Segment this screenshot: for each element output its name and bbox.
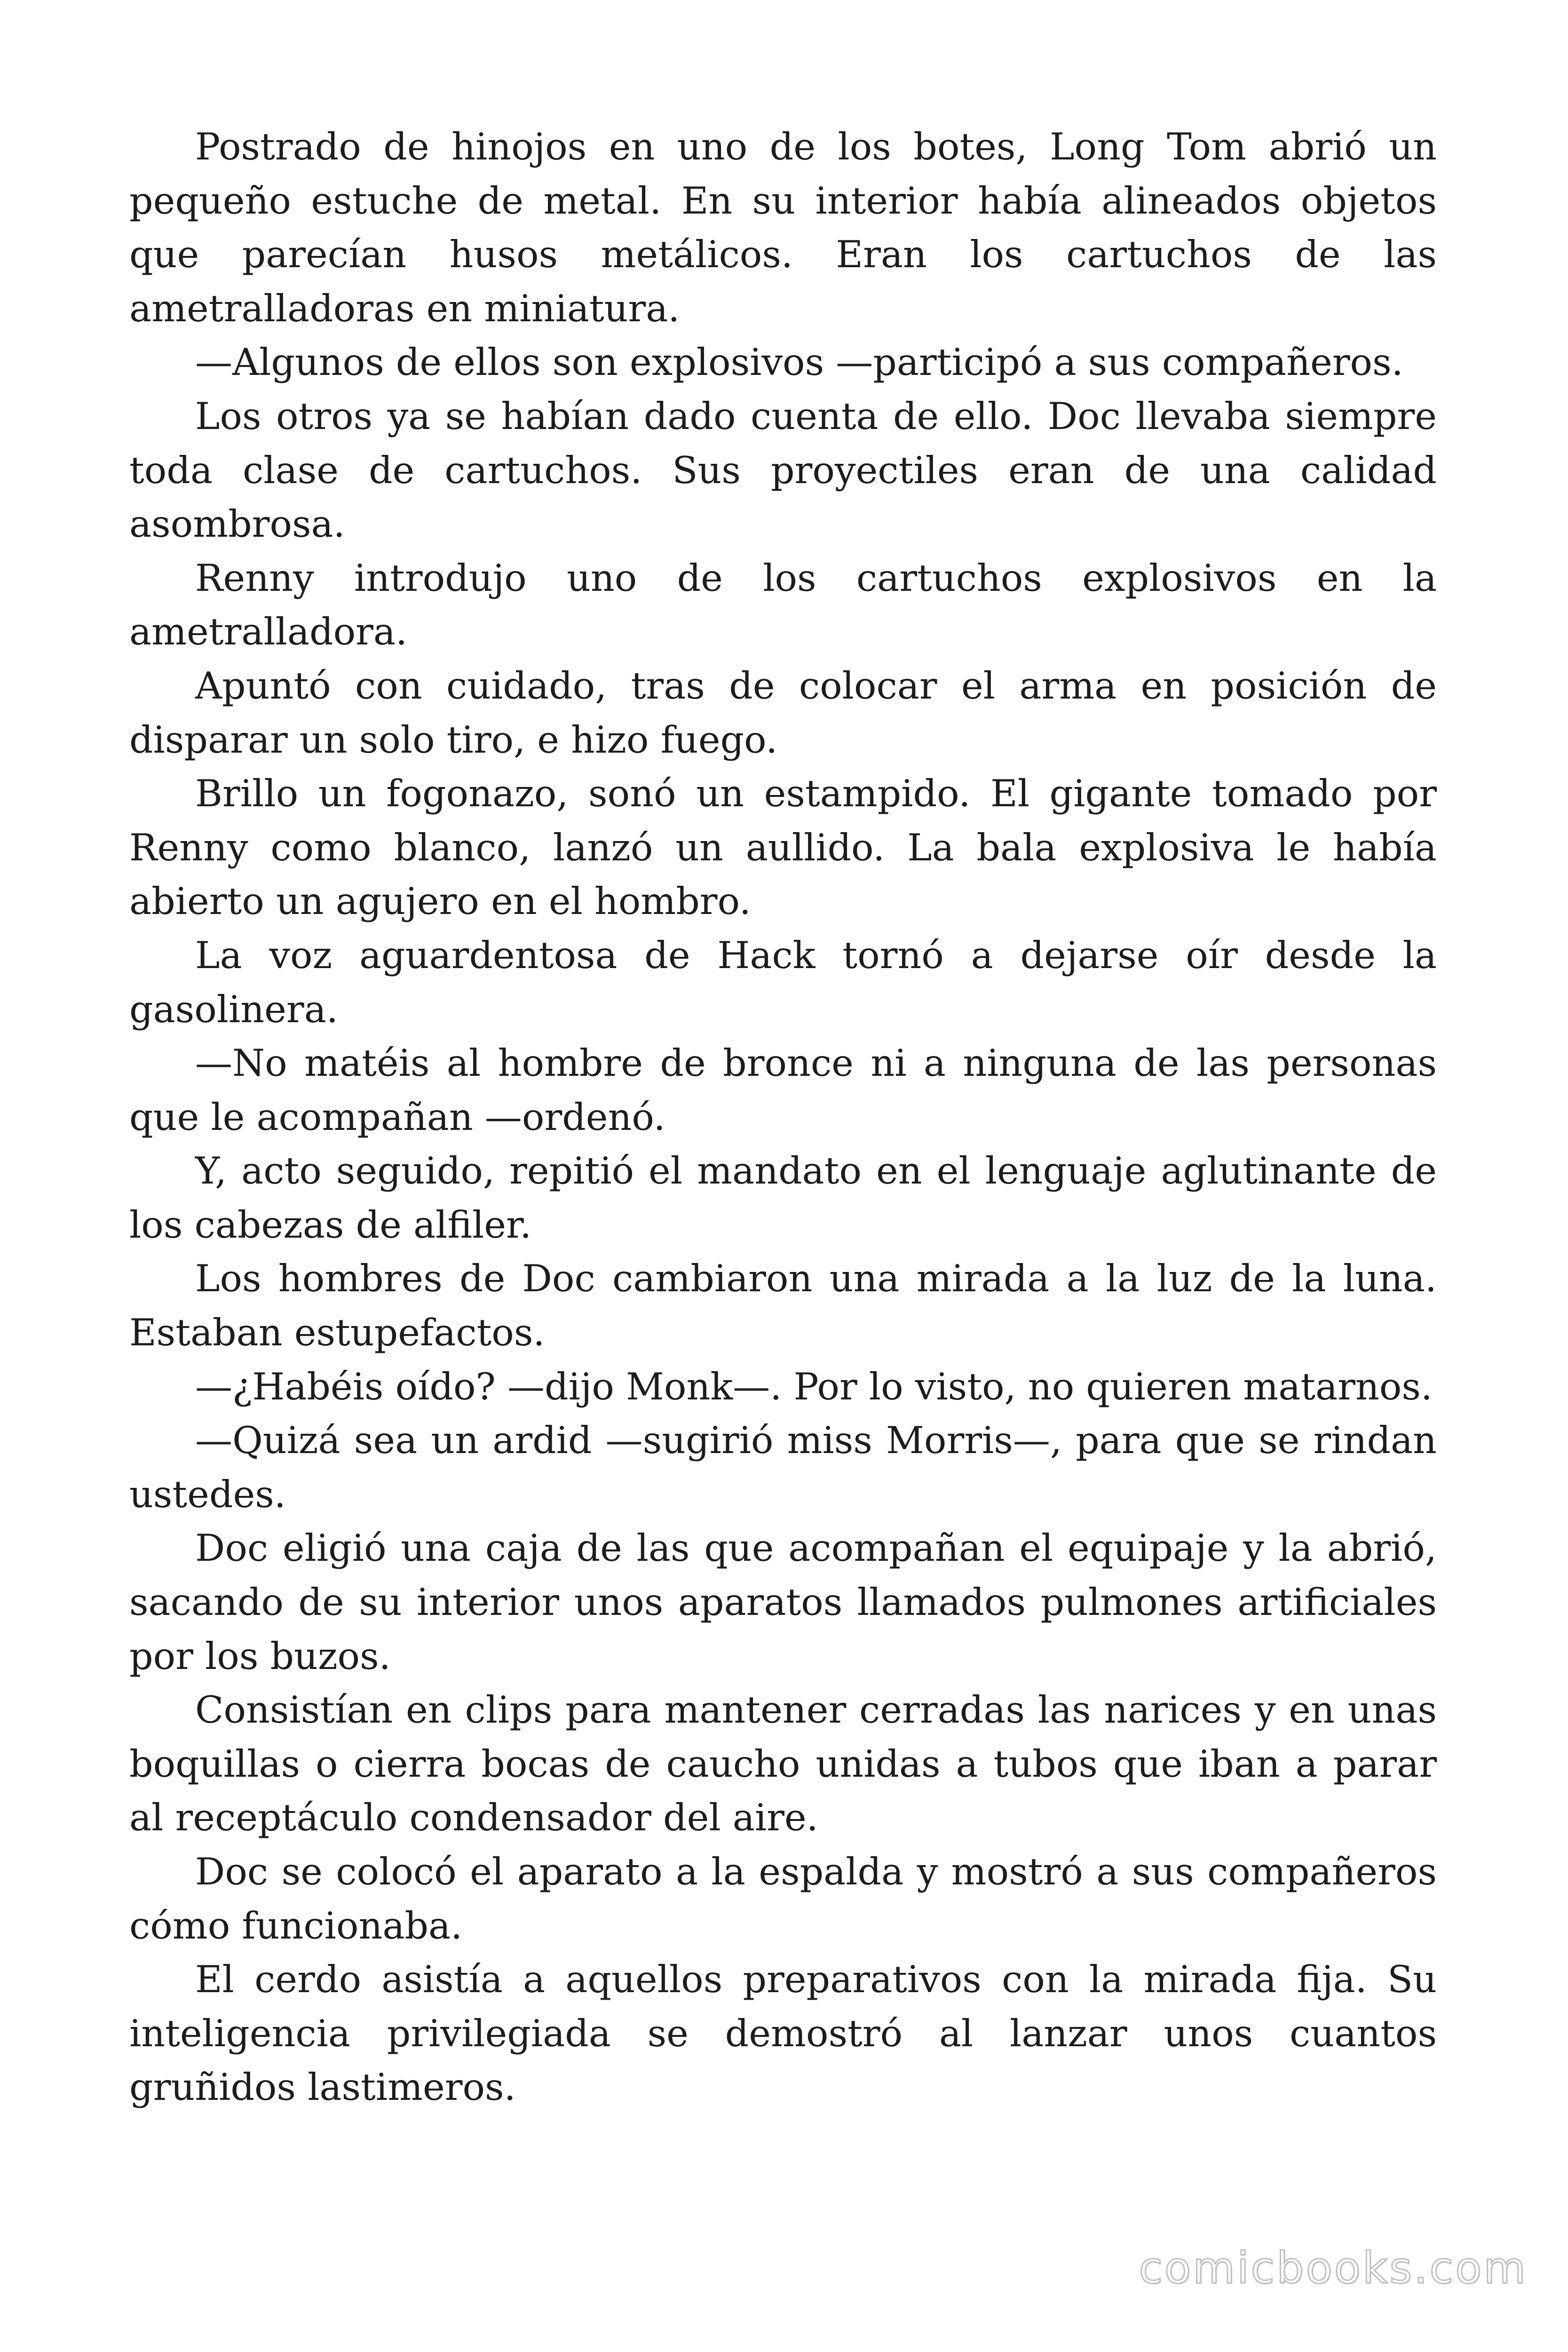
paragraph: —¿Habéis oído? —dijo Monk—. Por lo visto, no quieren matarnos. — [195, 1365, 1433, 1408]
paragraph: El cerdo asistía a aquellos preparativos con la mirada fija. Su inteligencia privilegiada se demostró al lanzar unos cuantos gruñidos lastimeros. — [129, 1958, 1437, 2109]
paragraph: Brillo un fogonazo, sonó un estampido. El gigante tomado por Renny como blanco, lanzó un aullido. La bala explosiva le había abierto un agujero en el hombro. — [129, 772, 1437, 923]
watermark: comicbooks.com — [1139, 2243, 1528, 2293]
paragraph: Consistían en clips para mantener cerradas las narices y en unas boquillas o cierra bocas de caucho unidas a tubos que iban a parar al receptáculo condensador del aire. — [129, 1688, 1437, 1840]
body-text — [129, 120, 1437, 2114]
paragraph: Doc eligió una caja de las que acompañan el equipaje y la abrió, sacando de su interior unos aparatos llamados pulmones artificiales por los buzos. — [129, 1526, 1437, 1678]
paragraph: Los hombres de Doc cambiaron una mirada a la luz de la luna. Estaban estupefactos. — [129, 1257, 1437, 1355]
paragraph: La voz aguardentosa de Hack tornó a dejarse oír desde la gasolinera. — [129, 933, 1437, 1031]
paragraph: —Quizá sea un ardid —sugirió miss Morris—, para que se rindan ustedes. — [129, 1419, 1437, 1516]
paragraph: Renny introdujo uno de los cartuchos explosivos en la ametralladora. — [129, 556, 1437, 654]
paragraph: Postrado de hinojos en uno de los botes, Long Tom abrió un pequeño estuche de metal. En su interior había alineados objetos que parecían husos metálicos. Eran los cartuchos de las ametralladoras en miniatura. — [129, 125, 1437, 330]
paragraph: Y, acto seguido, repitió el mandato en el lenguaje aglutinante de los cabezas de alfiler. — [129, 1149, 1437, 1247]
paragraph: Los otros ya se habían dado cuenta de ello. Doc llevaba siempre toda clase de cartuchos. Sus proyectiles eran de una calidad asombrosa. — [129, 394, 1437, 546]
paragraph: Apuntó con cuidado, tras de colocar el arma en posición de disparar un solo tiro, e hizo fuego. — [129, 664, 1437, 762]
paragraph: —Algunos de ellos son explosivos —participó a sus compañeros. — [195, 341, 1403, 384]
paragraph: —No matéis al hombre de bronce ni a ninguna de las personas que le acompañan —ordenó. — [129, 1041, 1437, 1139]
paragraph: Doc se colocó el aparato a la espalda y mostró a sus compañeros cómo funcionaba. — [129, 1850, 1437, 1947]
